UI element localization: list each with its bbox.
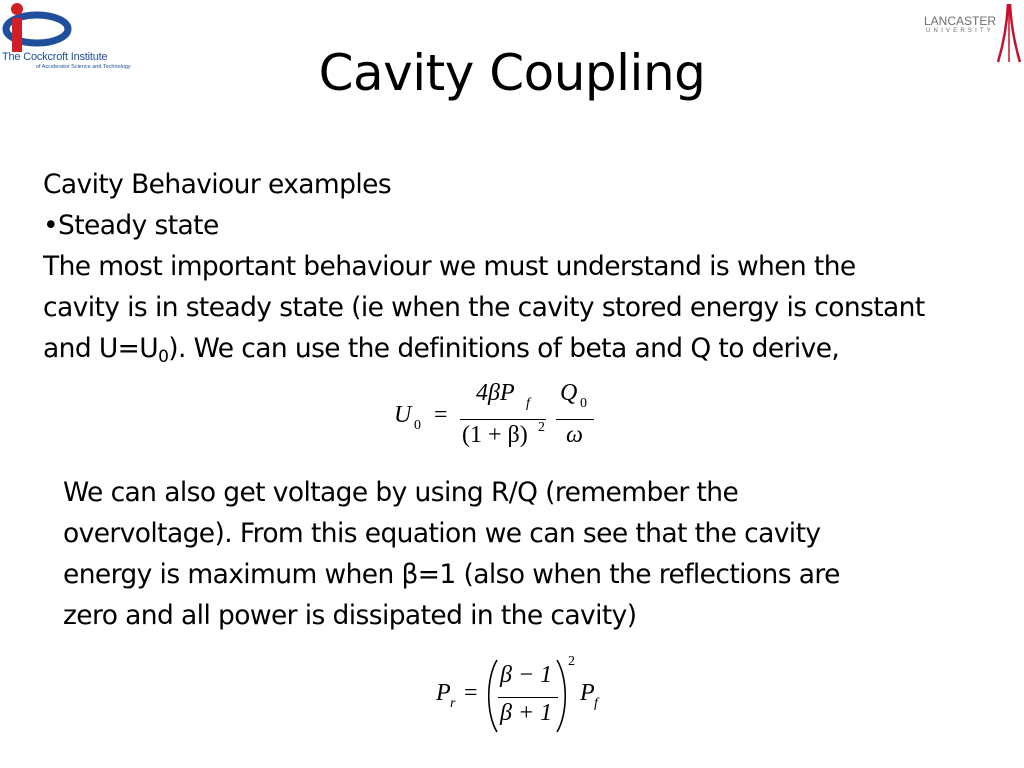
text-line: We can also get voltage by using R/Q (remember the — [63, 477, 739, 508]
left-paren-icon — [484, 658, 500, 734]
slide-title: Cavity Coupling — [318, 44, 706, 102]
eq1-numerator-2-sub: 0 — [580, 396, 587, 411]
eq2-rhs-var: P — [580, 680, 595, 706]
text-line: Cavity Behaviour examples — [43, 169, 392, 200]
text-fragment: ). We can use the definitions of beta and Q to derive, — [168, 333, 840, 364]
eq1-equals: = — [434, 402, 448, 428]
subscript: 0 — [158, 347, 169, 367]
text-line: overvoltage). From this equation we can see that the cavity — [63, 518, 821, 549]
eq2-fraction-bar — [498, 697, 558, 698]
eq2-lhs-sub: r — [450, 696, 456, 711]
logo-right-name: LANCASTER — [924, 14, 997, 28]
text-line: cavity is in steady state (ie when the cavity stored energy is constant — [43, 292, 925, 323]
eq2-equals: = — [464, 680, 478, 706]
logo-left-subtitle: of Accelerator Science and Technology — [36, 64, 131, 70]
eq1-denominator-1: (1 + β) — [462, 422, 528, 448]
eq1-numerator-1-sub: f — [526, 396, 530, 411]
eq1-lhs-var: U — [394, 402, 412, 428]
paragraph-voltage — [63, 472, 963, 636]
equation-reflected-power — [430, 650, 620, 740]
eq2-lhs-var: P — [436, 680, 451, 706]
eq1-denominator-1-sup: 2 — [538, 420, 545, 435]
eq2-exponent: 2 — [568, 654, 575, 669]
bullet-line: •Steady state — [43, 210, 219, 241]
eq1-numerator-2: Q — [560, 380, 578, 406]
text-line: The most important behaviour we must understand is when the — [43, 251, 856, 282]
text-line-with-subscript — [43, 328, 1003, 369]
eq1-denominator-2: ω — [566, 422, 583, 448]
equation-stored-energy — [390, 378, 610, 468]
paragraph-steady-state — [43, 164, 1003, 369]
text-line: energy is maximum when β=1 (also when the reflections are — [63, 559, 840, 590]
eq1-lhs-sub: 0 — [414, 418, 421, 433]
text-fragment: and U=U — [43, 333, 159, 364]
logo-left-name: The Cockcroft Institute — [2, 51, 108, 63]
eq1-fraction-bar-2 — [556, 419, 594, 420]
eq1-numerator-1: 4βP — [476, 380, 515, 406]
logo-right-subtitle: UNIVERSITY — [926, 28, 995, 34]
eq2-rhs-sub: f — [594, 696, 598, 711]
eq1-fraction-bar-1 — [460, 419, 546, 420]
eq2-numerator: β − 1 — [500, 662, 553, 688]
text-line: zero and all power is dissipated in the cavity) — [63, 600, 637, 631]
eq2-denominator: β + 1 — [500, 700, 553, 726]
